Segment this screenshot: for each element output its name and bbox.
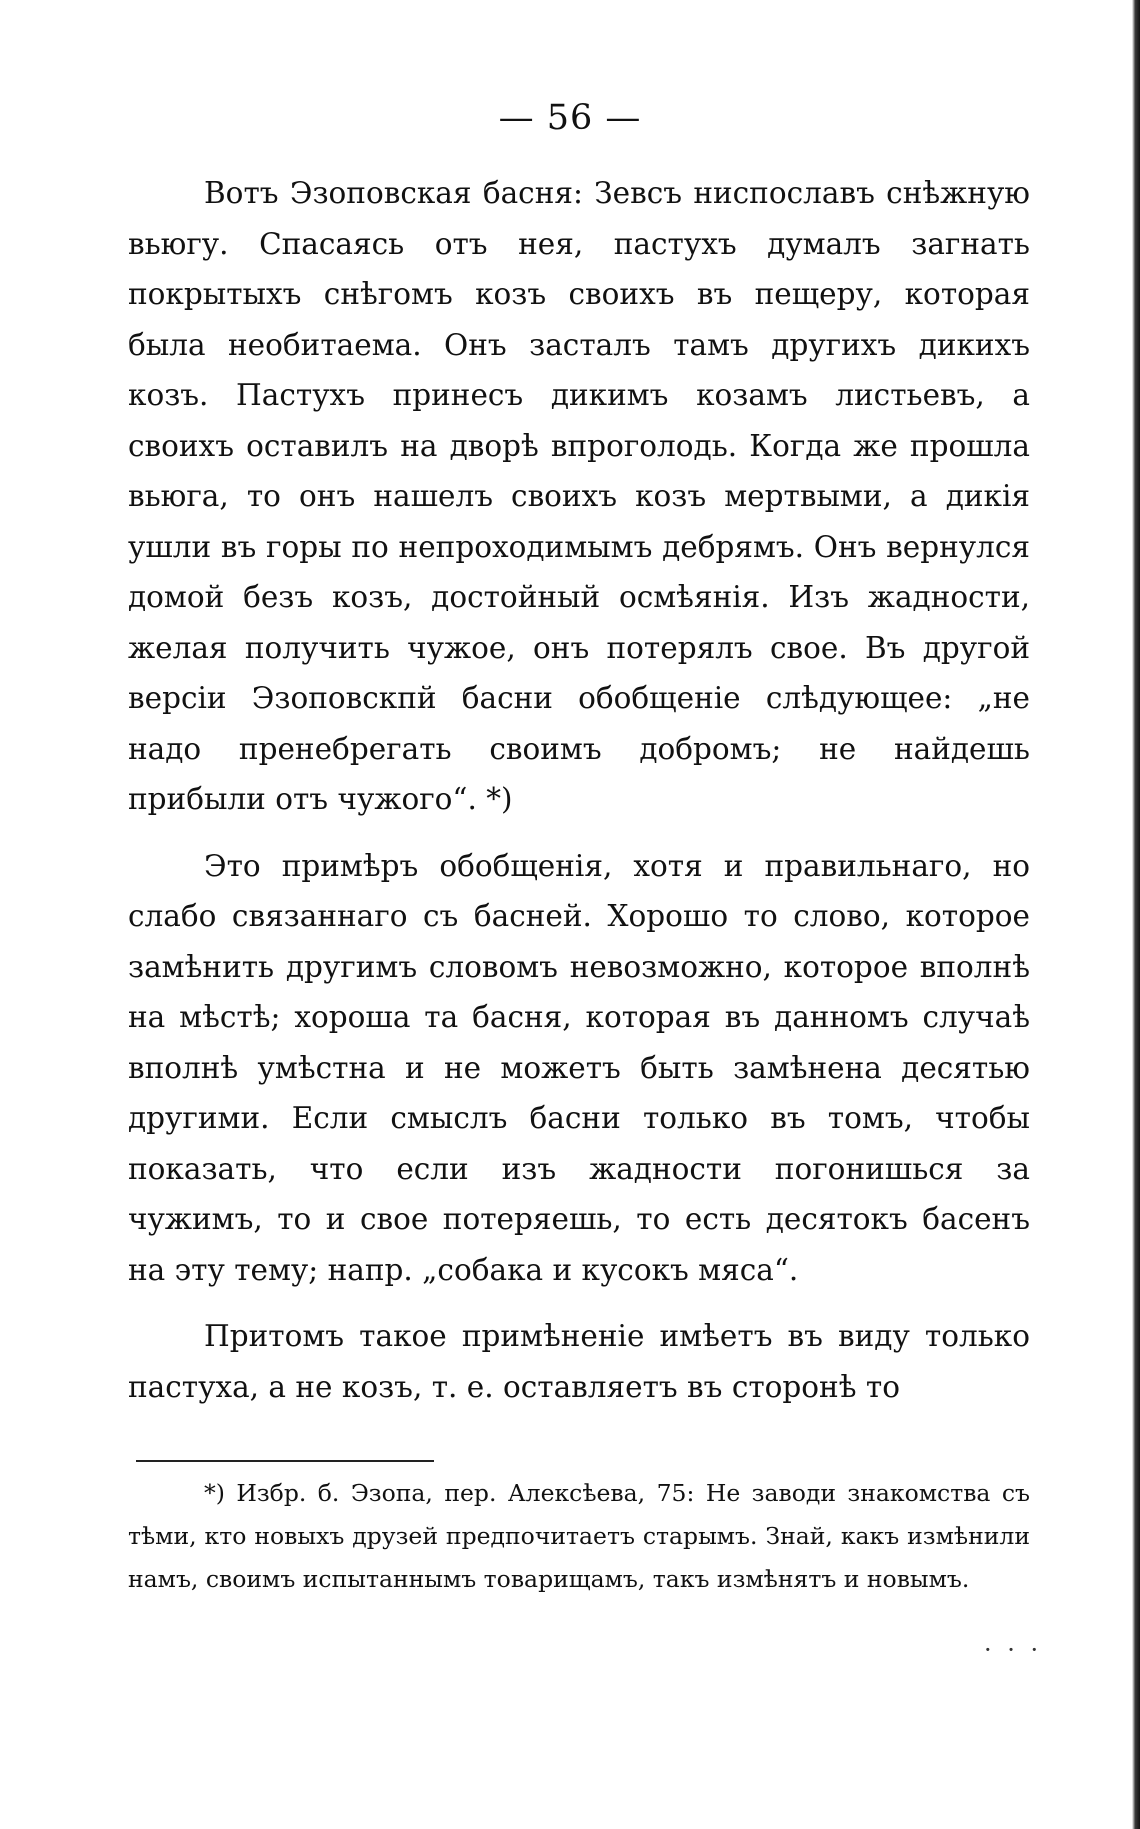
paragraph-3: Притомъ такое примѣненіе имѣетъ въ виду только пастуха, а не козъ, т. е. оставляетъ въ сторонѣ то <box>128 1319 1030 1404</box>
paragraph-2: Это примѣръ обобщенія, хотя и правильнаго, но слабо связаннаго съ басней. Хорошо то слово, которое замѣнить другимъ словомъ невозможно, которое вполнѣ на мѣстѣ; хороша та басня, которая въ данномъ случаѣ вполнѣ умѣстна и не можетъ быть замѣнена десятью другими. Если смыслъ басни только въ томъ, чтобы показать, что если изъ жадности погонишься за чужимъ, то и свое потеряешь, то есть десятокъ басенъ на эту тему; напр. „собака и кусокъ мяса“. <box>128 848 1030 1287</box>
body-text <box>128 168 1030 1428</box>
paragraph-1: Вотъ Эзоповская басня: Зевсъ ниспославъ снѣжную вьюгу. Спасаясь отъ нея, пастухъ думалъ загнать покрытыхъ снѣгомъ козъ своихъ въ пещеру, которая была необитаема. Онъ засталъ тамъ другихъ дикихъ козъ. Пастухъ принесъ дикимъ козамъ листьевъ, а своихъ оставилъ на дворѣ впроголодь. Когда же прошла вьюга, то онъ нашелъ своихъ козъ мертвыми, а дикія ушли въ горы по непроходимымъ дебрямъ. Онъ вернулся домой безъ козъ, достойный осмѣянія. Изъ жадности, желая получить чужое, онъ потерялъ свое. Въ другой версіи Эзоповскпй басни обобщеніе слѣдующее: „не надо пренебрегать своимъ добромъ; не найдешь прибыли отъ чужого“. *) <box>128 176 1030 816</box>
footnote-text: *) Избр. б. Эзопа, пер. Алексѣева, 75: Не заводи знакомства съ тѣми, кто новыхъ друзей предпочитаетъ старымъ. Знай, какъ измѣнили намъ, своимъ испытаннымъ товарищамъ, такъ измѣнятъ и новымъ. <box>128 1479 1030 1593</box>
page-right-edge <box>1132 0 1140 1829</box>
page-number: — 56 — <box>498 98 642 138</box>
footnote <box>128 1472 1030 1601</box>
print-specks: · · · <box>984 1636 1043 1664</box>
footnote-separator <box>136 1460 434 1462</box>
